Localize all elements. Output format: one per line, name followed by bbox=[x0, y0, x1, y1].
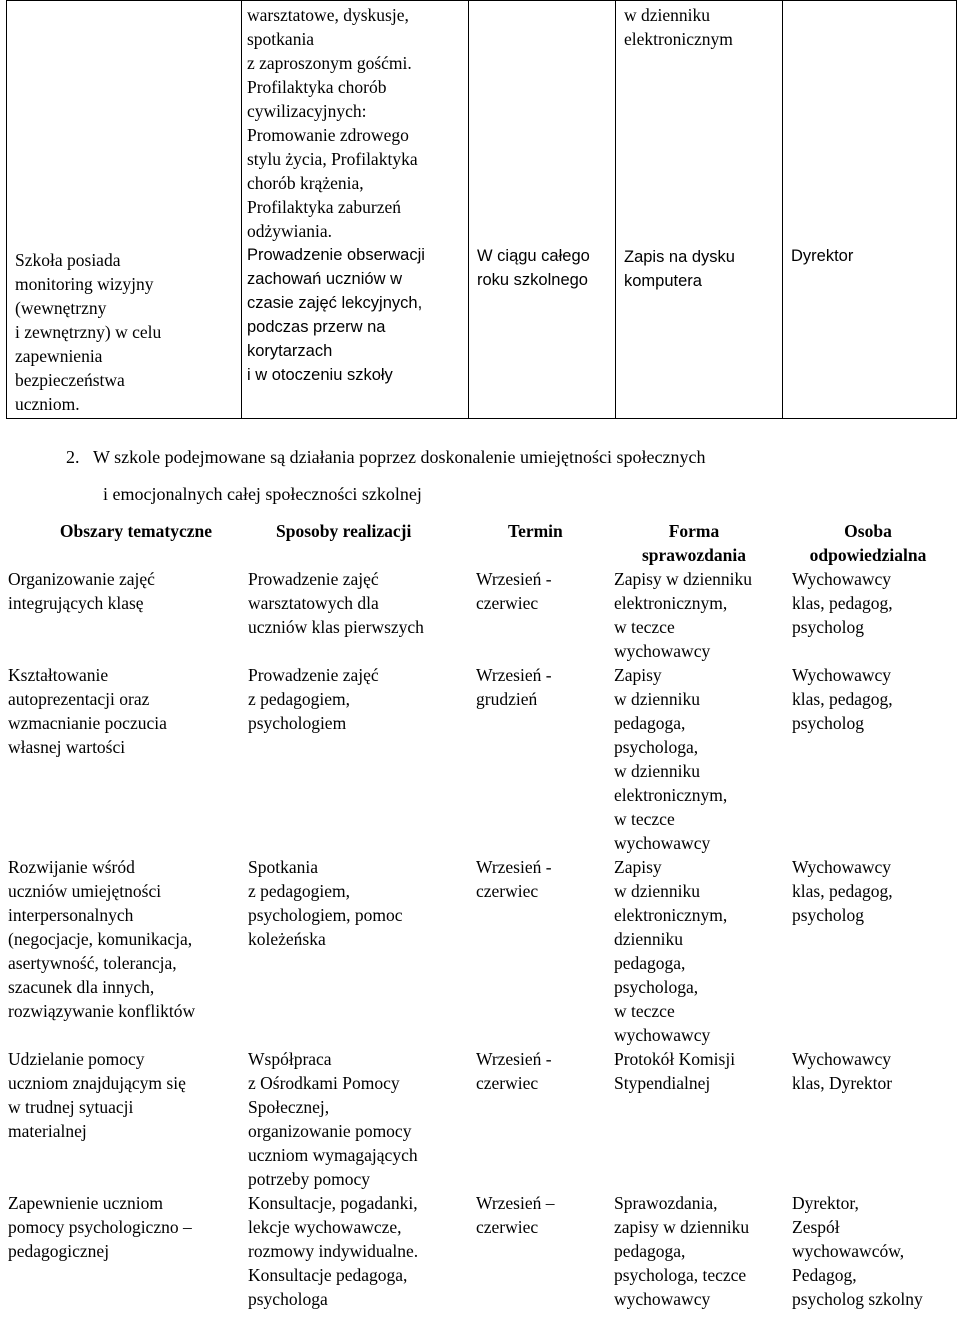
text-line: psychologa, bbox=[614, 737, 699, 757]
text-line: pedagoga, bbox=[614, 1241, 686, 1261]
monitoring-area-cell bbox=[7, 1, 242, 419]
text-line: zapisy w dzienniku bbox=[614, 1217, 750, 1237]
area-cell-text bbox=[0, 663, 238, 759]
text-line: Prowadzenie obserwacji bbox=[247, 246, 425, 264]
text-line: wychowawcy bbox=[614, 833, 711, 853]
area-cell-text bbox=[0, 1047, 238, 1143]
text-line: klas, pedagog, bbox=[792, 881, 893, 901]
term-cell bbox=[468, 1047, 606, 1191]
text-line: klas, pedagog, bbox=[792, 593, 893, 613]
text-line: czerwiec bbox=[476, 1073, 539, 1093]
term-cell-text bbox=[468, 1191, 606, 1239]
table-row bbox=[0, 567, 960, 663]
text-line: monitoring wizyjny bbox=[15, 274, 154, 294]
text-line: stylu życia, Profilaktyka bbox=[247, 149, 418, 169]
text-line: Zespół bbox=[792, 1217, 840, 1237]
text-line: pedagoga, bbox=[614, 713, 686, 733]
text-line: pedagoga, bbox=[614, 953, 686, 973]
text-line: Wrzesień - bbox=[476, 665, 552, 685]
report-cell bbox=[606, 663, 786, 855]
methods-cell bbox=[238, 1047, 468, 1191]
text-line: w teczce bbox=[614, 617, 675, 637]
text-line: uczniom znajdującym się bbox=[8, 1073, 186, 1093]
text-line: Wrzesień – bbox=[476, 1193, 555, 1213]
text-line: Forma bbox=[668, 521, 720, 541]
text-line: wychowawcy bbox=[614, 1025, 711, 1045]
text-line: Organizowanie zajęć bbox=[8, 569, 155, 589]
person-cell-text bbox=[786, 663, 960, 735]
person-cell-text bbox=[786, 1191, 960, 1311]
text-line: Zapisy w dzienniku bbox=[614, 569, 753, 589]
text-line: pomocy psychologiczno – bbox=[8, 1217, 192, 1237]
text-line: roku szkolnego bbox=[477, 271, 588, 289]
monitoring-person-cell bbox=[783, 1, 957, 419]
text-line: odpowiedzialna bbox=[809, 545, 927, 565]
monitoring-report-cell bbox=[616, 1, 783, 419]
methods-cell-text bbox=[238, 855, 468, 951]
person-cell bbox=[786, 855, 960, 1047]
text-line: chorób krążenia, bbox=[247, 173, 364, 193]
monitoring-term-cell bbox=[469, 1, 616, 419]
text-line: Sprawozdania, bbox=[614, 1193, 718, 1213]
text-line: grudzień bbox=[476, 689, 538, 709]
header-report bbox=[606, 519, 786, 567]
report-cell-text bbox=[606, 1047, 786, 1095]
table-header-row bbox=[0, 519, 960, 567]
text-line: uczniów umiejętności bbox=[8, 881, 162, 901]
report-cell bbox=[606, 567, 786, 663]
text-line: Wychowawcy bbox=[792, 1049, 892, 1069]
text-line: potrzeby pomocy bbox=[248, 1169, 370, 1189]
text-line: Rozwijanie wśród bbox=[8, 857, 135, 877]
methods-cell-text bbox=[238, 663, 468, 735]
text-line: Obszary tematyczne bbox=[59, 521, 212, 541]
person-cell bbox=[786, 663, 960, 855]
text-line: z pedagogiem, bbox=[248, 881, 351, 901]
text-line: wychowawcy bbox=[614, 1289, 711, 1309]
report-cell bbox=[606, 1191, 786, 1311]
report-cell bbox=[606, 1047, 786, 1191]
text-line: bezpieczeństwa bbox=[15, 370, 125, 390]
text-line: wychowawców, bbox=[792, 1241, 905, 1261]
text-line: Wrzesień - bbox=[476, 1049, 552, 1069]
text-line: Wychowawcy bbox=[792, 665, 892, 685]
text-line: spotkania bbox=[247, 29, 315, 49]
term-cell-text bbox=[468, 663, 606, 711]
table-row bbox=[0, 663, 960, 855]
text-line: Szkoła posiada bbox=[15, 250, 121, 270]
term-cell bbox=[468, 855, 606, 1047]
text-line: Wrzesień - bbox=[476, 569, 552, 589]
text-line: podczas przerw na bbox=[247, 318, 386, 336]
text-line: klas, pedagog, bbox=[792, 689, 893, 709]
text-line: uczniom. bbox=[15, 394, 80, 414]
text-line: asertywność, tolerancja, bbox=[8, 953, 177, 973]
report-lower-text bbox=[624, 245, 776, 293]
term-cell bbox=[468, 1191, 606, 1311]
report-cell-text bbox=[606, 855, 786, 1047]
text-line: Zapewnienie uczniom bbox=[8, 1193, 164, 1213]
term-cell bbox=[468, 663, 606, 855]
table-body bbox=[0, 567, 960, 1311]
text-line: elektronicznym, bbox=[614, 593, 728, 613]
text-line: Wychowawcy bbox=[792, 857, 892, 877]
text-line: koleżeńska bbox=[248, 929, 326, 949]
table-row bbox=[0, 1191, 960, 1311]
text-line: Kształtowanie bbox=[8, 665, 109, 685]
term-cell-text bbox=[468, 567, 606, 615]
text-line: Profilaktyka chorób bbox=[247, 77, 387, 97]
monitoring-person-text: Dyrektor bbox=[791, 247, 854, 265]
text-line: zachowań uczniów w bbox=[247, 270, 402, 288]
text-line: czasie zajęć lekcyjnych, bbox=[247, 294, 423, 312]
text-line: Konsultacje, pogadanki, bbox=[248, 1193, 418, 1213]
text-line: elektronicznym, bbox=[614, 905, 728, 925]
person-cell bbox=[786, 1191, 960, 1311]
text-line: Spotkania bbox=[248, 857, 318, 877]
methods-cell-text bbox=[238, 1047, 468, 1191]
text-line: z pedagogiem, bbox=[248, 689, 351, 709]
text-line: sprawozdania bbox=[641, 545, 747, 565]
text-line: psycholog bbox=[792, 617, 864, 637]
text-line: cywilizacyjnych: bbox=[247, 101, 367, 121]
area-cell-text bbox=[0, 855, 238, 1023]
text-line: Wrzesień - bbox=[476, 857, 552, 877]
text-line: psychologiem bbox=[248, 713, 347, 733]
text-line: Udzielanie pomocy bbox=[8, 1049, 145, 1069]
text-line: Dyrektor, bbox=[792, 1193, 859, 1213]
methods-cell bbox=[238, 855, 468, 1047]
person-cell bbox=[786, 567, 960, 663]
text-line: komputera bbox=[624, 272, 702, 290]
area-cell bbox=[0, 567, 238, 663]
text-line: z zaproszonym gośćmi. bbox=[247, 53, 412, 73]
text-line: psychologiem, pomoc bbox=[248, 905, 403, 925]
text-line: w dzienniku bbox=[614, 689, 701, 709]
text-line: uczniów klas pierwszych bbox=[248, 617, 424, 637]
text-line: Stypendialnej bbox=[614, 1073, 711, 1093]
monitoring-table bbox=[6, 0, 957, 419]
area-cell-text bbox=[0, 567, 238, 615]
text-line: uczniom wymagających bbox=[248, 1145, 418, 1165]
text-line: dzienniku bbox=[614, 929, 684, 949]
text-line: w dzienniku bbox=[614, 881, 701, 901]
text-line: autoprezentacji oraz bbox=[8, 689, 150, 709]
person-cell-text bbox=[786, 1047, 960, 1095]
text-line: czerwiec bbox=[476, 593, 539, 613]
section-heading-line2: i emocjonalnych całej społeczności szkolnej bbox=[103, 484, 422, 504]
text-line: w dzienniku bbox=[624, 5, 711, 25]
methods-cell bbox=[238, 1191, 468, 1311]
text-line: interpersonalnych bbox=[8, 905, 134, 925]
header-methods bbox=[238, 519, 468, 567]
text-line: rozmowy indywidualne. bbox=[248, 1241, 419, 1261]
text-line: pedagogicznej bbox=[8, 1241, 110, 1261]
text-line: wychowawcy bbox=[614, 641, 711, 661]
text-line: czerwiec bbox=[476, 881, 539, 901]
area-cell bbox=[0, 855, 238, 1047]
text-line: odżywiania. bbox=[247, 221, 333, 241]
methods-cell-text bbox=[238, 567, 468, 639]
text-line: w dzienniku bbox=[614, 761, 701, 781]
text-line: Prowadzenie zajęć bbox=[248, 665, 379, 685]
text-line: Prowadzenie zajęć bbox=[248, 569, 379, 589]
text-line: Współpraca bbox=[248, 1049, 332, 1069]
text-line: Sposoby realizacji bbox=[276, 521, 412, 541]
header-term bbox=[468, 519, 606, 567]
text-line: Społecznej, bbox=[248, 1097, 330, 1117]
header-area bbox=[0, 519, 238, 567]
area-cell bbox=[0, 1191, 238, 1311]
text-line: w teczce bbox=[614, 1001, 675, 1021]
text-line: z Ośrodkami Pomocy bbox=[248, 1073, 400, 1093]
term-cell bbox=[468, 567, 606, 663]
text-line: psychologa, bbox=[614, 977, 699, 997]
monitoring-term-text bbox=[477, 244, 609, 292]
text-line: Zapis na dysku bbox=[624, 248, 735, 266]
text-line: Osoba bbox=[844, 521, 892, 541]
methods-upper-text bbox=[247, 3, 462, 243]
area-cell-text bbox=[0, 1191, 238, 1263]
text-line: szacunek dla innych, bbox=[8, 977, 155, 997]
text-line: rozwiązywanie konfliktów bbox=[8, 1001, 196, 1021]
text-line: organizowanie pomocy bbox=[248, 1121, 412, 1141]
text-line: (negocjacje, komunikacja, bbox=[8, 929, 193, 949]
text-line: korytarzach bbox=[247, 342, 333, 360]
text-line: W ciągu całego bbox=[477, 247, 590, 265]
text-line: w trudnej sytuacji bbox=[8, 1097, 134, 1117]
area-cell bbox=[0, 663, 238, 855]
text-line: psychologa, teczce bbox=[614, 1265, 747, 1285]
text-line: Wychowawcy bbox=[792, 569, 892, 589]
text-line: Konsultacje pedagoga, bbox=[248, 1265, 408, 1285]
area-cell bbox=[0, 1047, 238, 1191]
text-line: psycholog bbox=[792, 713, 864, 733]
report-cell-text bbox=[606, 567, 786, 663]
text-line: i w otoczeniu szkoły bbox=[247, 366, 393, 384]
monitoring-area-text bbox=[15, 248, 235, 416]
term-cell-text bbox=[468, 1047, 606, 1095]
section-title: W szkole podejmowane są działania poprzez doskonalenie umiejętności społecznych bbox=[93, 447, 706, 467]
text-line: psycholog szkolny bbox=[792, 1289, 923, 1309]
text-line: psycholog bbox=[792, 905, 864, 925]
text-line: i zewnętrzny) w celu bbox=[15, 322, 162, 342]
table-row bbox=[0, 855, 960, 1047]
text-line: Protokół Komisji bbox=[614, 1049, 736, 1069]
text-line: lekcje wychowawcze, bbox=[248, 1217, 402, 1237]
text-line: elektronicznym, bbox=[614, 785, 728, 805]
actions-table bbox=[0, 519, 960, 1311]
text-line: Zapisy bbox=[614, 857, 662, 877]
methods-cell bbox=[238, 567, 468, 663]
text-line: wzmacnianie poczucia bbox=[8, 713, 167, 733]
report-upper-text bbox=[624, 3, 776, 51]
report-cell bbox=[606, 855, 786, 1047]
section-number: 2. bbox=[66, 447, 80, 467]
text-line: własnej wartości bbox=[8, 737, 126, 757]
report-cell-text bbox=[606, 1191, 786, 1311]
text-line: Profilaktyka zaburzeń bbox=[247, 197, 402, 217]
text-line: w teczce bbox=[614, 809, 675, 829]
term-cell-text bbox=[468, 855, 606, 903]
section-heading bbox=[66, 445, 705, 469]
monitoring-methods-cell bbox=[242, 1, 469, 419]
text-line: czerwiec bbox=[476, 1217, 539, 1237]
text-line: warsztatowych dla bbox=[248, 593, 379, 613]
methods-cell-text bbox=[238, 1191, 468, 1311]
text-line: (wewnętrzny bbox=[15, 298, 107, 318]
text-line: Promowanie zdrowego bbox=[247, 125, 409, 145]
methods-cell bbox=[238, 663, 468, 855]
table-row bbox=[0, 1047, 960, 1191]
text-line: psychologa bbox=[248, 1289, 328, 1309]
text-line: Pedagog, bbox=[792, 1265, 857, 1285]
text-line: klas, Dyrektor bbox=[792, 1073, 893, 1093]
text-line: Zapisy bbox=[614, 665, 662, 685]
person-cell bbox=[786, 1047, 960, 1191]
text-line: integrujących klasę bbox=[8, 593, 144, 613]
report-cell-text bbox=[606, 663, 786, 855]
person-cell-text bbox=[786, 855, 960, 927]
person-cell-text bbox=[786, 567, 960, 639]
text-line: zapewnienia bbox=[15, 346, 103, 366]
methods-lower-text bbox=[247, 243, 462, 387]
text-line: warsztatowe, dyskusje, bbox=[247, 5, 409, 25]
header-person bbox=[786, 519, 960, 567]
text-line: elektronicznym bbox=[624, 29, 733, 49]
text-line: Termin bbox=[508, 521, 563, 541]
text-line: materialnej bbox=[8, 1121, 87, 1141]
